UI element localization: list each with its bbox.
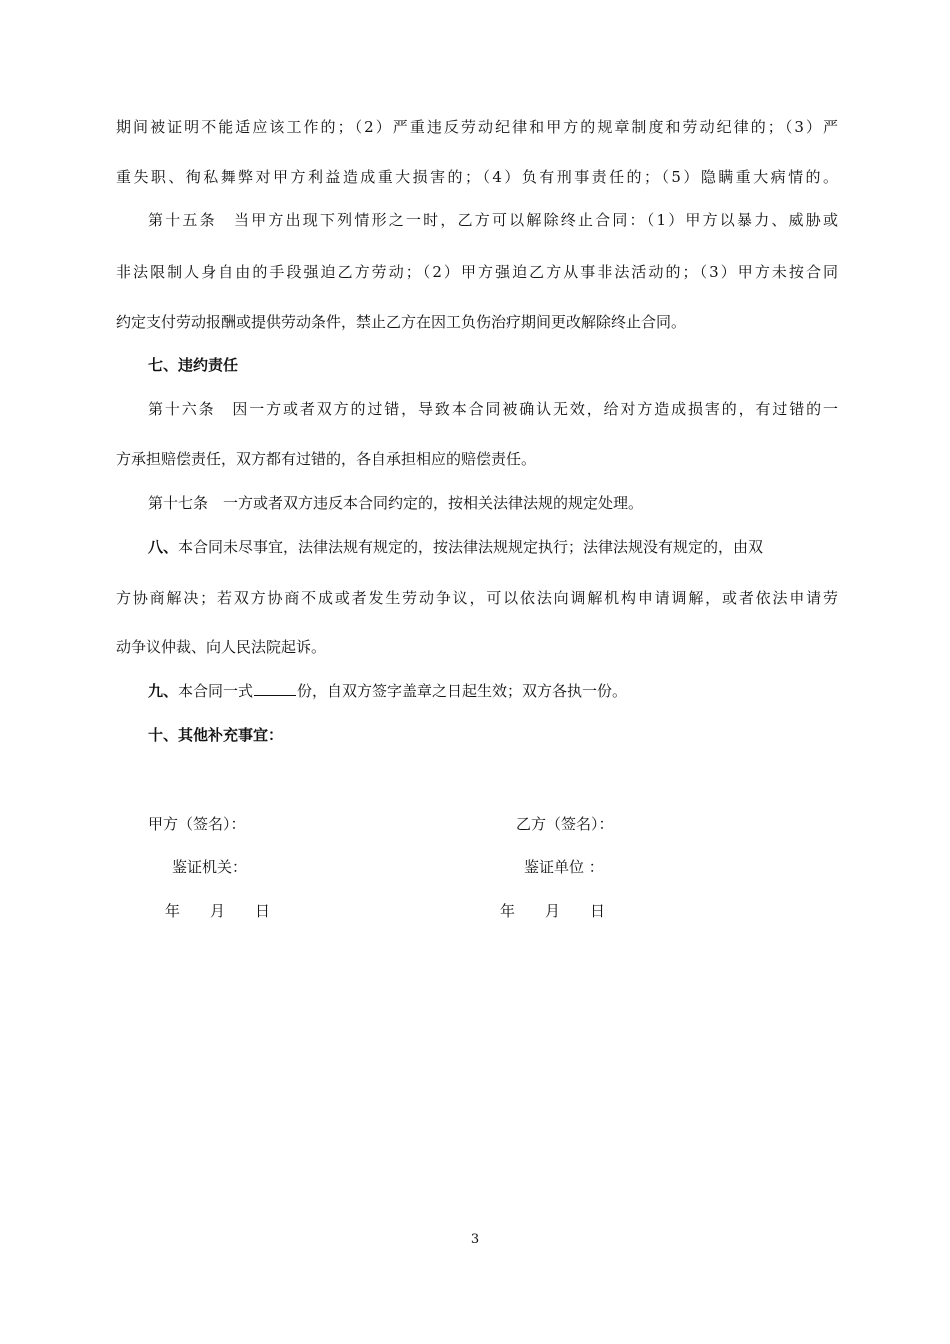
article-15-line: 第十五条 当甲方出现下列情形之一时，乙方可以解除终止合同：（1）甲方以暴力、威胁或 [148,211,838,229]
section-9-text-2: 份，自双方签字盖章之日起生效；双方各执一份。 [297,682,628,700]
party-b-date: 年 月 日 [500,902,606,920]
authority-label: 鉴证机关： [172,858,248,876]
article-15-line: 非法限制人身自由的手段强迫乙方劳动；（2）甲方强迫乙方从事非法活动的；（3）甲方未按合同 [116,263,838,281]
section-9-text: 本合同一式 [178,682,254,700]
article-16-line: 方承担赔偿责任，双方都有过错的，各自承担相应的赔偿责任。 [116,450,537,468]
section-8-line: 方协商解决；若双方协商不成或者发生劳动争议，可以依法向调解机构申请调解，或者依法申请劳 [116,589,838,607]
article-15-line: 约定支付劳动报酬或提供劳动条件，禁止乙方在因工负伤治疗期间更改解除终止合同。 [116,313,687,331]
article-16-line: 第十六条 因一方或者双方的过错，导致本合同被确认无效，给对方造成损害的，有过错的一 [148,400,838,418]
party-a-signature-label: 甲方（签名）： [148,815,246,833]
section-9-number: 九、 [148,682,179,700]
section-8-line [148,537,838,557]
copies-blank [254,681,296,696]
section-10-heading: 十、其他补充事宜： [148,726,284,744]
section-8-number: 八、 [148,538,179,556]
section-7-heading: 七、违约责任 [148,356,239,374]
section-8-line: 动争议仲裁、向人民法院起诉。 [116,638,327,656]
article-17-line: 第十七条 一方或者双方违反本合同约定的，按相关法律法规的规定处理。 [148,494,644,512]
party-a-date: 年 月 日 [165,902,271,920]
section-8-text: 本合同未尽事宜，法律法规有规定的，按法律法规规定执行；法律法规没有规定的，由双 [178,538,764,556]
party-b-signature-label: 乙方（签名）： [516,815,614,833]
page-number: 3 [470,1232,480,1247]
paragraph-line: 重失职、徇私舞弊对甲方利益造成重大损害的；（4）负有刑事责任的；（5）隐瞒重大病情的。 [116,168,838,186]
section-9-line [148,681,838,701]
paragraph-line: 期间被证明不能适应该工作的；（2）严重违反劳动纪律和甲方的规章制度和劳动纪律的；（3）严 [116,118,838,136]
unit-label: 鉴证单位 ： [524,858,604,876]
